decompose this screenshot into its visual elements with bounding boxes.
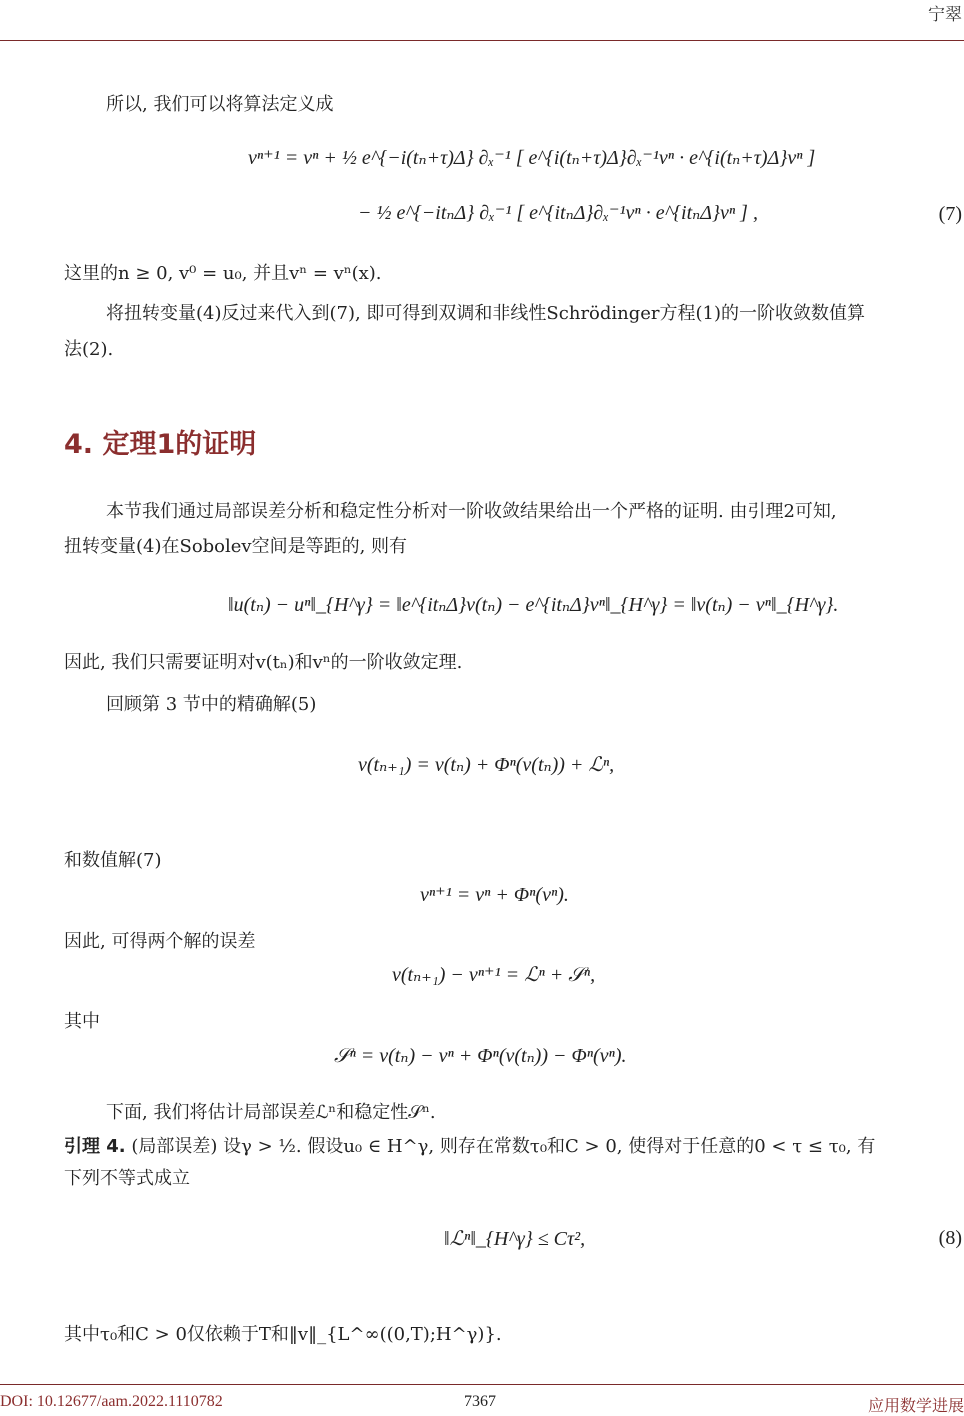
paragraph-estimate-plan: 下面, 我们将估计局部误差ℒⁿ和稳定性𝒮ⁿ. — [106, 1102, 436, 1123]
equation-7-line2 — [358, 200, 758, 225]
equation-7-line2-text: − ½ e^{−itₙΔ} ∂ₓ⁻¹ [ e^{itₙΔ}∂ₓ⁻¹vⁿ · e^{itₙΔ}vⁿ ] , — [358, 202, 758, 224]
paragraph-proof-intro-line2: 扭转变量(4)在Sobolev空间是等距的, 则有 — [64, 536, 408, 557]
paragraph-where: 其中 — [64, 1011, 100, 1032]
equation-7-line1 — [248, 145, 815, 170]
footer-rule — [0, 1384, 964, 1385]
paragraph-dependency: 其中τ₀和C > 0仅依赖于T和‖v‖_{L^∞((0,T);H^γ)}. — [64, 1324, 502, 1345]
equation-norm-isometry: ‖u(tₙ) − uⁿ‖_{H^γ} = ‖e^{itₙΔ}v(tₙ) − e^{itₙΔ}vⁿ‖_{H^γ} = ‖v(tₙ) − vⁿ‖_{H^γ}. — [228, 594, 839, 616]
paragraph-reduction: 因此, 我们只需要证明对v(tₙ)和vⁿ的一阶收敛定理. — [64, 652, 463, 673]
paragraph-conditions: 这里的n ≥ 0, v⁰ = u₀, 并且vⁿ = vⁿ(x). — [64, 263, 382, 284]
equation-numerical-solution: vⁿ⁺¹ = vⁿ + Φⁿ(vⁿ). — [420, 884, 569, 906]
header-rule — [0, 40, 964, 41]
equation-number-7: (7) — [938, 203, 962, 225]
paragraph-exact-solution: 回顾第 3 节中的精确解(5) — [106, 694, 317, 715]
lemma-4-line2: 下列不等式成立 — [64, 1168, 190, 1189]
footer-page-number: 7367 — [464, 1393, 496, 1410]
running-header-author: 宁翠 — [928, 5, 962, 25]
lemma-label: 引理 4. — [64, 1136, 126, 1157]
equation-exact-solution: v(tₙ₊₁) = v(tₙ) + Φⁿ(v(tₙ)) + ℒⁿ, — [358, 754, 615, 776]
lemma-4-line1 — [64, 1135, 875, 1159]
footer-journal-link[interactable]: 应用数学进展 — [867, 1398, 964, 1415]
paragraph-algorithm-intro: 所以, 我们可以将算法定义成 — [106, 94, 334, 115]
footer-doi-link[interactable]: DOI: 10.12677/aam.2022.1110782 — [0, 1393, 223, 1410]
lemma-statement: (局部误差) 设γ > ½. 假设u₀ ∈ H^γ, 则存在常数τ₀和C > 0, 使得对于任意的0 < τ ≤ τ₀, 有 — [131, 1136, 876, 1157]
section-title: 4. 定理1的证明 — [64, 429, 257, 460]
paragraph-proof-intro-line1: 本节我们通过局部误差分析和稳定性分析对一阶收敛结果给出一个严格的证明. 由引理2可知, — [106, 501, 837, 522]
equation-8: ‖ℒⁿ‖_{H^γ} ≤ Cτ², — [444, 1228, 586, 1250]
paragraph-substitution-line1: 将扭转变量(4)反过来代入到(7), 即可得到双调和非线性Schrödinger方程(1)的一阶收敛数值算 — [106, 303, 866, 324]
equation-7-line1-text: vⁿ⁺¹ = vⁿ + ½ e^{−i(tₙ+τ)Δ} ∂ₓ⁻¹ [ e^{i(tₙ+τ)Δ}∂ₓ⁻¹vⁿ · e^{i(tₙ+τ)Δ}vⁿ ] — [248, 147, 816, 169]
paragraph-error: 因此, 可得两个解的误差 — [64, 931, 256, 952]
paragraph-substitution-line2: 法(2). — [64, 339, 114, 360]
equation-number-8: (8) — [938, 1227, 962, 1249]
equation-stability-term: 𝒮ⁿ = v(tₙ) − vⁿ + Φⁿ(v(tₙ)) − Φⁿ(vⁿ). — [334, 1045, 627, 1067]
equation-error: v(tₙ₊₁) − vⁿ⁺¹ = ℒⁿ + 𝒮ⁿ, — [392, 964, 596, 986]
paragraph-numerical-solution: 和数值解(7) — [64, 850, 162, 871]
